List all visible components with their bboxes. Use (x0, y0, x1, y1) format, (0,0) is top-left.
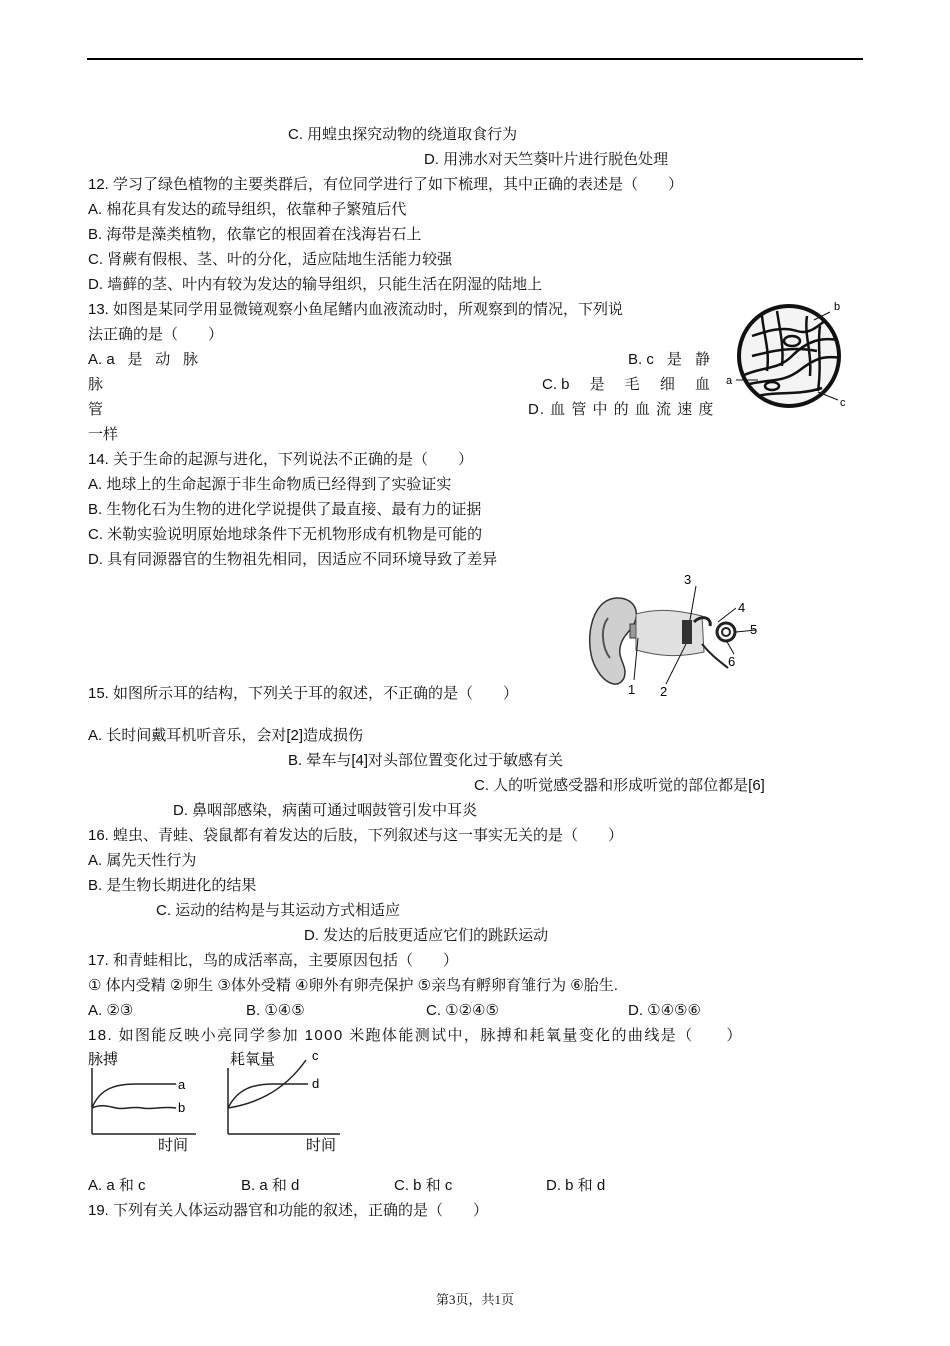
q13-option-b-cont: 脉 (88, 376, 104, 393)
fig-label-b: b (834, 301, 841, 313)
curve-d-label: d (312, 1076, 320, 1091)
oxygen-y-label: 耗氧量 (230, 1051, 276, 1068)
ear-label-1: 1 (628, 682, 636, 697)
q16-option-b: B. 是生物长期进化的结果 (88, 877, 257, 894)
q14-stem: 14. 关于生命的起源与进化，下列说法不正确的是（ ） (88, 451, 474, 468)
q13-stem-line1: 13. 如图是某同学用显微镜观察小鱼尾鳍内血液流动时，所观察到的情况，下列说 (88, 301, 624, 318)
q18-option-c: C. b 和 c (394, 1177, 453, 1194)
q17-option-d: D. ①④⑤⑥ (628, 1002, 701, 1019)
q17-stem: 17. 和青蛙相比，鸟的成活率高，主要原因包括（ ） (88, 952, 459, 969)
oxygen-chart (222, 1046, 352, 1156)
q15-stem: 15. 如图所示耳的结构，下列关于耳的叙述，不正确的是（ ） (88, 685, 519, 702)
pulse-x-label: 时间 (158, 1137, 189, 1154)
q13-option-a: A. a 是 动 脉 (88, 351, 198, 368)
curve-b-label: b (178, 1100, 186, 1115)
q15-option-c: C. 人的听觉感受器和形成听觉的部位都是[6] (474, 777, 765, 794)
ear-label-6: 6 (728, 654, 736, 669)
q18-option-d: D. b 和 d (546, 1177, 606, 1194)
fig-label-c: c (840, 397, 846, 409)
q16-option-d: D. 发达的后肢更适应它们的跳跃运动 (304, 927, 549, 944)
q11-option-d: D. 用沸水对天竺葵叶片进行脱色处理 (424, 151, 669, 168)
q16-stem: 16. 蝗虫、青蛙、袋鼠都有着发达的后肢，下列叙述与这一事实无关的是（ ） (88, 827, 624, 844)
q14-option-d: D. 具有同源器官的生物祖先相同，因适应不同环境导致了差异 (88, 551, 498, 568)
q15-option-b: B. 晕车与[4]对头部位置变化过于敏感有关 (288, 752, 564, 769)
q15-option-d: D. 鼻咽部感染，病菌可通过咽鼓管引发中耳炎 (173, 802, 478, 819)
q11-option-c: C. 用蝗虫探究动物的绕道取食行为 (288, 126, 518, 143)
page-footer: 第3页，共1页 (435, 1292, 514, 1307)
q17-items: ① 体内受精 ②卵生 ③体外受精 ④卵外有卵壳保护 ⑤亲鸟有孵卵育雏行为 ⑥胎生. (88, 977, 618, 994)
pulse-chart (86, 1046, 206, 1156)
q16-option-a: A. 属先天性行为 (88, 852, 197, 869)
q14-option-a: A. 地球上的生命起源于非生命物质已经得到了实验证实 (88, 476, 452, 493)
q18-option-b: B. a 和 d (241, 1177, 300, 1194)
q17-option-b: B. ①④⑤ (246, 1002, 305, 1019)
q15-option-a: A. 长时间戴耳机听音乐，会对[2]造成损伤 (88, 727, 364, 744)
q13-option-c: C. b 是 毛 细 血 (542, 376, 710, 393)
q18-stem: 18. 如图能反映小亮同学参加 1000 米跑体能测试中，脉搏和耗氧量变化的曲线是（ ） (88, 1027, 743, 1044)
q16-option-c: C. 运动的结构是与其运动方式相适应 (156, 902, 401, 919)
ear-label-2: 2 (660, 684, 668, 699)
oxygen-x-label: 时间 (306, 1137, 337, 1154)
q13-option-c-cont: 管 (88, 401, 104, 418)
q17-option-c: C. ①②④⑤ (426, 1002, 499, 1019)
q12-option-b: B. 海带是藻类植物，依靠它的根固着在浅海岩石上 (88, 226, 422, 243)
q12-stem: 12. 学习了绿色植物的主要类群后，有位同学进行了如下梳理，其中正确的表述是（ ） (88, 176, 684, 193)
curve-a-label: a (178, 1077, 186, 1092)
q17-option-a: A. ②③ (88, 1002, 134, 1019)
q18-option-a: A. a 和 c (88, 1177, 146, 1194)
blood-flow-figure (722, 296, 854, 418)
ear-structure-figure (578, 568, 768, 700)
q12-option-a: A. 棉花具有发达的疏导组织，依靠种子繁殖后代 (88, 201, 407, 218)
ear-label-3: 3 (684, 572, 692, 587)
q12-option-c: C. 肾蕨有假根、茎、叶的分化，适应陆地生活能力较强 (88, 251, 453, 268)
q12-option-d: D. 墙藓的茎、叶内有较为发达的输导组织，只能生活在阴湿的陆地上 (88, 276, 543, 293)
q13-option-d: D. 血 管 中 的 血 流 速 度 (528, 401, 715, 418)
q14-option-c: C. 米勒实验说明原始地球条件下无机物形成有机物是可能的 (88, 526, 483, 543)
ear-label-4: 4 (738, 600, 746, 615)
curve-d (228, 1084, 308, 1108)
header-rule (87, 58, 863, 60)
q19-stem: 19. 下列有关人体运动器官和功能的叙述，正确的是（ ） (88, 1202, 489, 1219)
ear-label-5: 5 (750, 622, 758, 637)
curve-a (92, 1084, 176, 1108)
pulse-y-label: 脉搏 (88, 1051, 119, 1068)
q14-option-b: B. 生物化石为生物的进化学说提供了最直接、最有力的证据 (88, 501, 482, 518)
q13-option-b: B. c 是 静 (628, 351, 710, 368)
curve-c-label: c (312, 1048, 319, 1063)
fig-label-a: a (726, 375, 733, 387)
q13-stem-line2: 法正确的是（ ） (88, 326, 224, 343)
q13-option-d-cont: 一样 (88, 426, 119, 443)
curve-b (92, 1106, 176, 1109)
